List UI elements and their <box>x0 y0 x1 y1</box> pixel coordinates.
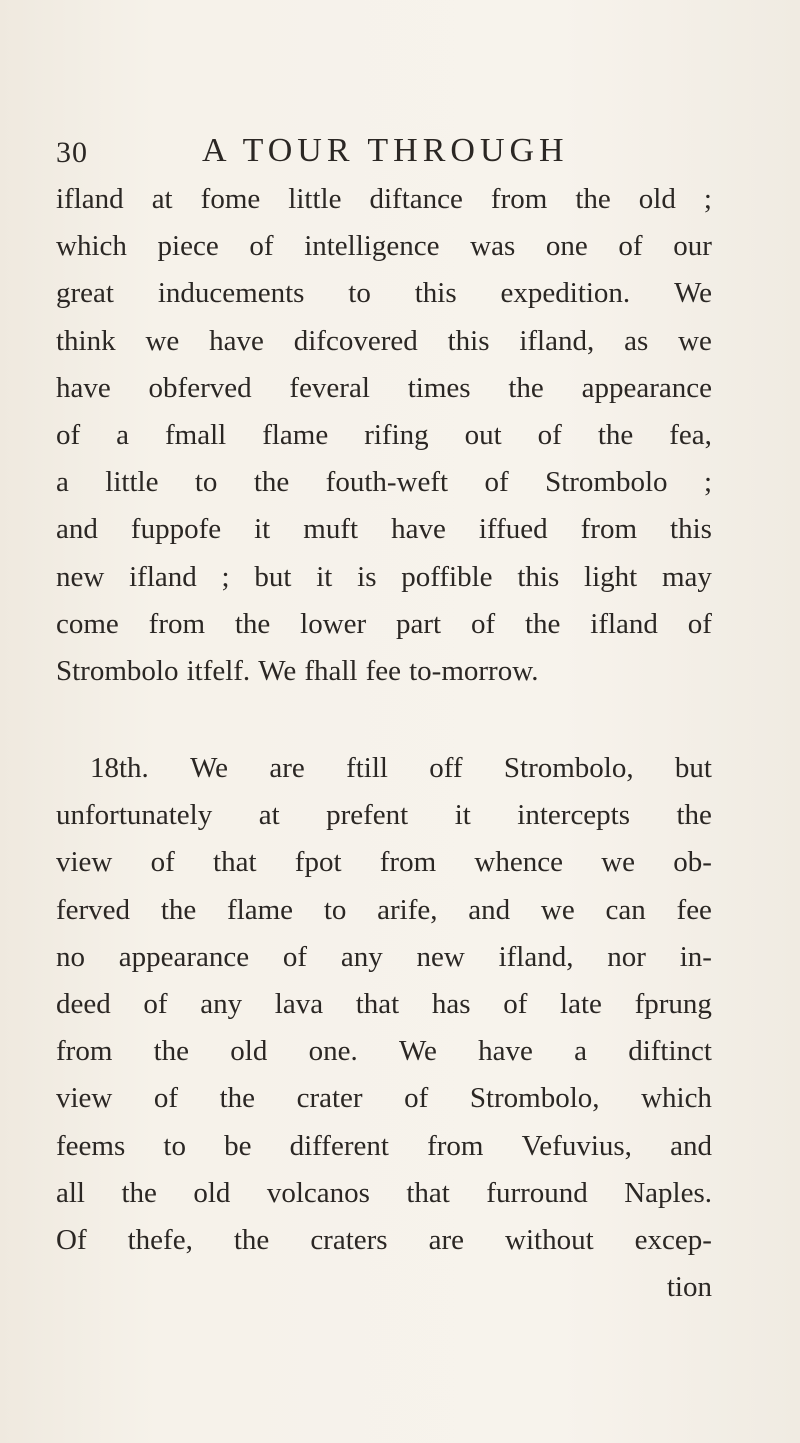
word: but <box>254 560 292 593</box>
word: ; <box>703 183 712 215</box>
text-line <box>56 887 712 934</box>
word: of <box>249 230 274 263</box>
word: was <box>470 230 516 263</box>
text-line <box>56 1170 712 1217</box>
word: to <box>323 893 347 926</box>
word: this <box>670 513 712 546</box>
word: from <box>580 513 638 546</box>
word: ; <box>221 560 230 593</box>
word: Naples. <box>624 1176 712 1209</box>
word: diftinct <box>628 1035 712 1068</box>
word: flame <box>227 893 294 926</box>
word: one <box>545 230 588 263</box>
text-line <box>56 981 712 1028</box>
word: times <box>407 371 471 404</box>
word: the <box>508 371 544 404</box>
word: great <box>56 277 114 310</box>
word: without <box>505 1223 594 1256</box>
word: feveral <box>289 371 370 404</box>
word: appearance <box>581 371 712 404</box>
word: that <box>355 988 400 1020</box>
word: we <box>601 846 636 879</box>
word: and <box>670 1129 712 1162</box>
text-line <box>56 601 712 648</box>
word: old <box>193 1176 231 1209</box>
word: that <box>213 846 257 879</box>
word: Strombolo, <box>469 1082 600 1115</box>
word: have <box>209 324 264 357</box>
word: be <box>224 1129 252 1162</box>
word: are <box>269 752 305 785</box>
word: ob- <box>673 846 712 879</box>
text-line <box>56 1123 712 1170</box>
word: of <box>153 1082 179 1115</box>
word: fea, <box>669 418 712 451</box>
text-line <box>56 365 712 412</box>
word: nor <box>607 940 646 973</box>
word: has <box>431 988 471 1020</box>
word: part <box>396 607 442 640</box>
word: a <box>574 1035 587 1068</box>
word: 18th. <box>90 752 149 785</box>
word: late <box>560 988 602 1020</box>
word: flame <box>262 418 329 451</box>
word: Vefuvius, <box>521 1129 632 1162</box>
word: rifing <box>364 418 429 451</box>
word: as <box>624 324 649 357</box>
word: fome <box>200 183 261 215</box>
text-line <box>56 412 712 459</box>
word: Strombolo, <box>503 752 634 785</box>
word: to-morrow. <box>409 654 539 687</box>
word: from <box>148 607 206 640</box>
word: fee <box>365 654 401 687</box>
word: new <box>56 560 105 593</box>
word: is <box>357 560 377 593</box>
page-number: 30 <box>56 136 88 169</box>
word: obferved <box>148 371 252 404</box>
word: one. <box>308 1035 358 1068</box>
word: which <box>641 1082 712 1115</box>
word: ifland <box>56 183 124 215</box>
word: Of <box>56 1223 87 1256</box>
word: thefe, <box>127 1223 193 1256</box>
text-line <box>56 648 712 695</box>
word: come <box>56 607 119 640</box>
word: view <box>56 846 113 879</box>
word: old <box>230 1035 268 1068</box>
word: lower <box>300 607 367 640</box>
word: out <box>464 418 502 451</box>
word: of <box>537 418 562 451</box>
paragraph-gap <box>56 695 712 745</box>
word: of <box>150 846 175 879</box>
word: of <box>404 1082 429 1115</box>
word: the <box>676 799 712 832</box>
word: We <box>398 1035 437 1068</box>
word: this <box>414 277 457 310</box>
word: of <box>56 418 81 451</box>
word: may <box>661 560 712 593</box>
word: of <box>282 940 308 973</box>
word: diftance <box>369 183 463 215</box>
word: the <box>524 607 561 640</box>
word: the <box>153 1035 190 1068</box>
word: inducements <box>157 277 305 310</box>
word: Strombolo <box>56 654 179 687</box>
word: poffible <box>401 560 493 593</box>
word: fuppofe <box>130 513 222 546</box>
word: volcanos <box>266 1176 370 1209</box>
word: craters <box>310 1223 388 1256</box>
catchword-line <box>56 1264 712 1311</box>
word: we <box>678 324 712 357</box>
word: of <box>503 988 528 1020</box>
word: prefent <box>326 799 409 832</box>
word: ferved <box>56 893 131 926</box>
word: our <box>673 230 712 263</box>
word: muft <box>303 513 359 546</box>
word: a <box>56 466 69 499</box>
word: of <box>687 607 712 640</box>
word: from <box>490 183 548 215</box>
text-line <box>56 318 712 365</box>
paragraph-2 <box>56 745 712 1264</box>
text-line <box>56 745 712 792</box>
word: of <box>618 230 643 263</box>
word: in- <box>679 940 712 973</box>
word: light <box>584 560 638 593</box>
word: ftill <box>346 752 388 785</box>
word: fpot <box>294 846 342 879</box>
word: it <box>254 513 271 546</box>
word: think <box>56 324 116 357</box>
word: feems <box>56 1129 126 1162</box>
text-line <box>56 1028 712 1075</box>
body-text <box>56 176 712 1311</box>
word: ifland, <box>498 940 574 973</box>
word: appearance <box>118 940 250 973</box>
word: new <box>416 940 465 973</box>
word: crater <box>296 1082 363 1115</box>
word: Strombolo <box>545 466 668 499</box>
word: the <box>234 607 271 640</box>
word: this <box>447 324 490 357</box>
word: fouth-weft <box>325 466 449 499</box>
word: arife, <box>377 893 438 926</box>
word: whence <box>474 846 563 879</box>
text-line <box>56 506 712 553</box>
word: have <box>478 1035 533 1068</box>
word: the <box>121 1176 157 1209</box>
word: from <box>427 1129 484 1162</box>
text-line <box>56 792 712 839</box>
word: can <box>605 893 646 926</box>
word: fprung <box>634 988 712 1020</box>
page-header <box>56 132 756 176</box>
word: any <box>340 940 383 973</box>
word: ifland <box>590 607 658 640</box>
word: of <box>470 607 496 640</box>
word: are <box>428 1223 465 1256</box>
word: this <box>517 560 560 593</box>
word: furround <box>486 1176 588 1209</box>
word: it <box>316 560 333 593</box>
word: different <box>289 1129 389 1162</box>
text-line <box>56 554 712 601</box>
word: off <box>429 752 463 785</box>
word: ; <box>703 466 712 499</box>
word: to <box>194 466 218 499</box>
word: at <box>258 799 280 832</box>
word: the <box>575 183 611 215</box>
word: from <box>56 1035 113 1068</box>
word: ifland, <box>519 324 595 357</box>
word: all <box>56 1176 85 1209</box>
word: which <box>56 230 127 263</box>
word: of <box>143 988 168 1020</box>
word: deed <box>56 988 111 1020</box>
word: the <box>160 893 197 926</box>
word: the <box>597 418 634 451</box>
word: to <box>163 1129 186 1162</box>
word: have <box>56 371 111 404</box>
word: it <box>454 799 471 832</box>
word: intercepts <box>517 799 631 832</box>
word: We <box>674 277 712 310</box>
word: ifland <box>129 560 197 593</box>
word: we <box>540 893 575 926</box>
word: to <box>348 277 371 310</box>
word: difcovered <box>293 324 418 357</box>
word: we <box>145 324 180 357</box>
word: We <box>258 654 297 687</box>
word: the <box>219 1082 256 1115</box>
text-line <box>56 270 712 317</box>
word: little <box>288 183 342 215</box>
text-line <box>56 934 712 981</box>
word: view <box>56 1082 113 1115</box>
word: intelligence <box>304 230 440 263</box>
word: fee <box>676 893 712 926</box>
text-line <box>56 1075 712 1122</box>
text-line <box>56 176 712 223</box>
text-line <box>56 1217 712 1264</box>
word: and <box>56 513 98 546</box>
word: at <box>151 183 173 215</box>
text-line <box>56 459 712 506</box>
word: expedition. <box>500 277 631 310</box>
catchword: tion <box>666 1271 712 1304</box>
word: little <box>105 466 159 499</box>
word: from <box>379 846 437 879</box>
word: the <box>253 466 290 499</box>
word: of <box>484 466 509 499</box>
paragraph-1 <box>56 176 712 695</box>
word: that <box>406 1176 450 1209</box>
word: any <box>200 988 243 1020</box>
word: lava <box>274 988 324 1020</box>
word: unfortunately <box>56 799 213 832</box>
running-title: A TOUR THROUGH <box>202 132 569 169</box>
word: fmall <box>165 418 227 451</box>
word: no <box>56 940 85 973</box>
word: old <box>638 183 676 215</box>
word: but <box>674 752 712 785</box>
word: iffued <box>478 513 548 546</box>
word: itfelf. <box>186 654 251 687</box>
word: a <box>116 418 130 451</box>
word: piece <box>157 230 219 263</box>
word: We <box>190 752 229 785</box>
word: the <box>233 1223 270 1256</box>
word: fhall <box>304 654 358 687</box>
word: excep- <box>634 1223 712 1256</box>
word: and <box>468 893 511 926</box>
text-line <box>56 223 712 270</box>
word: have <box>391 513 446 546</box>
text-line <box>56 839 712 886</box>
